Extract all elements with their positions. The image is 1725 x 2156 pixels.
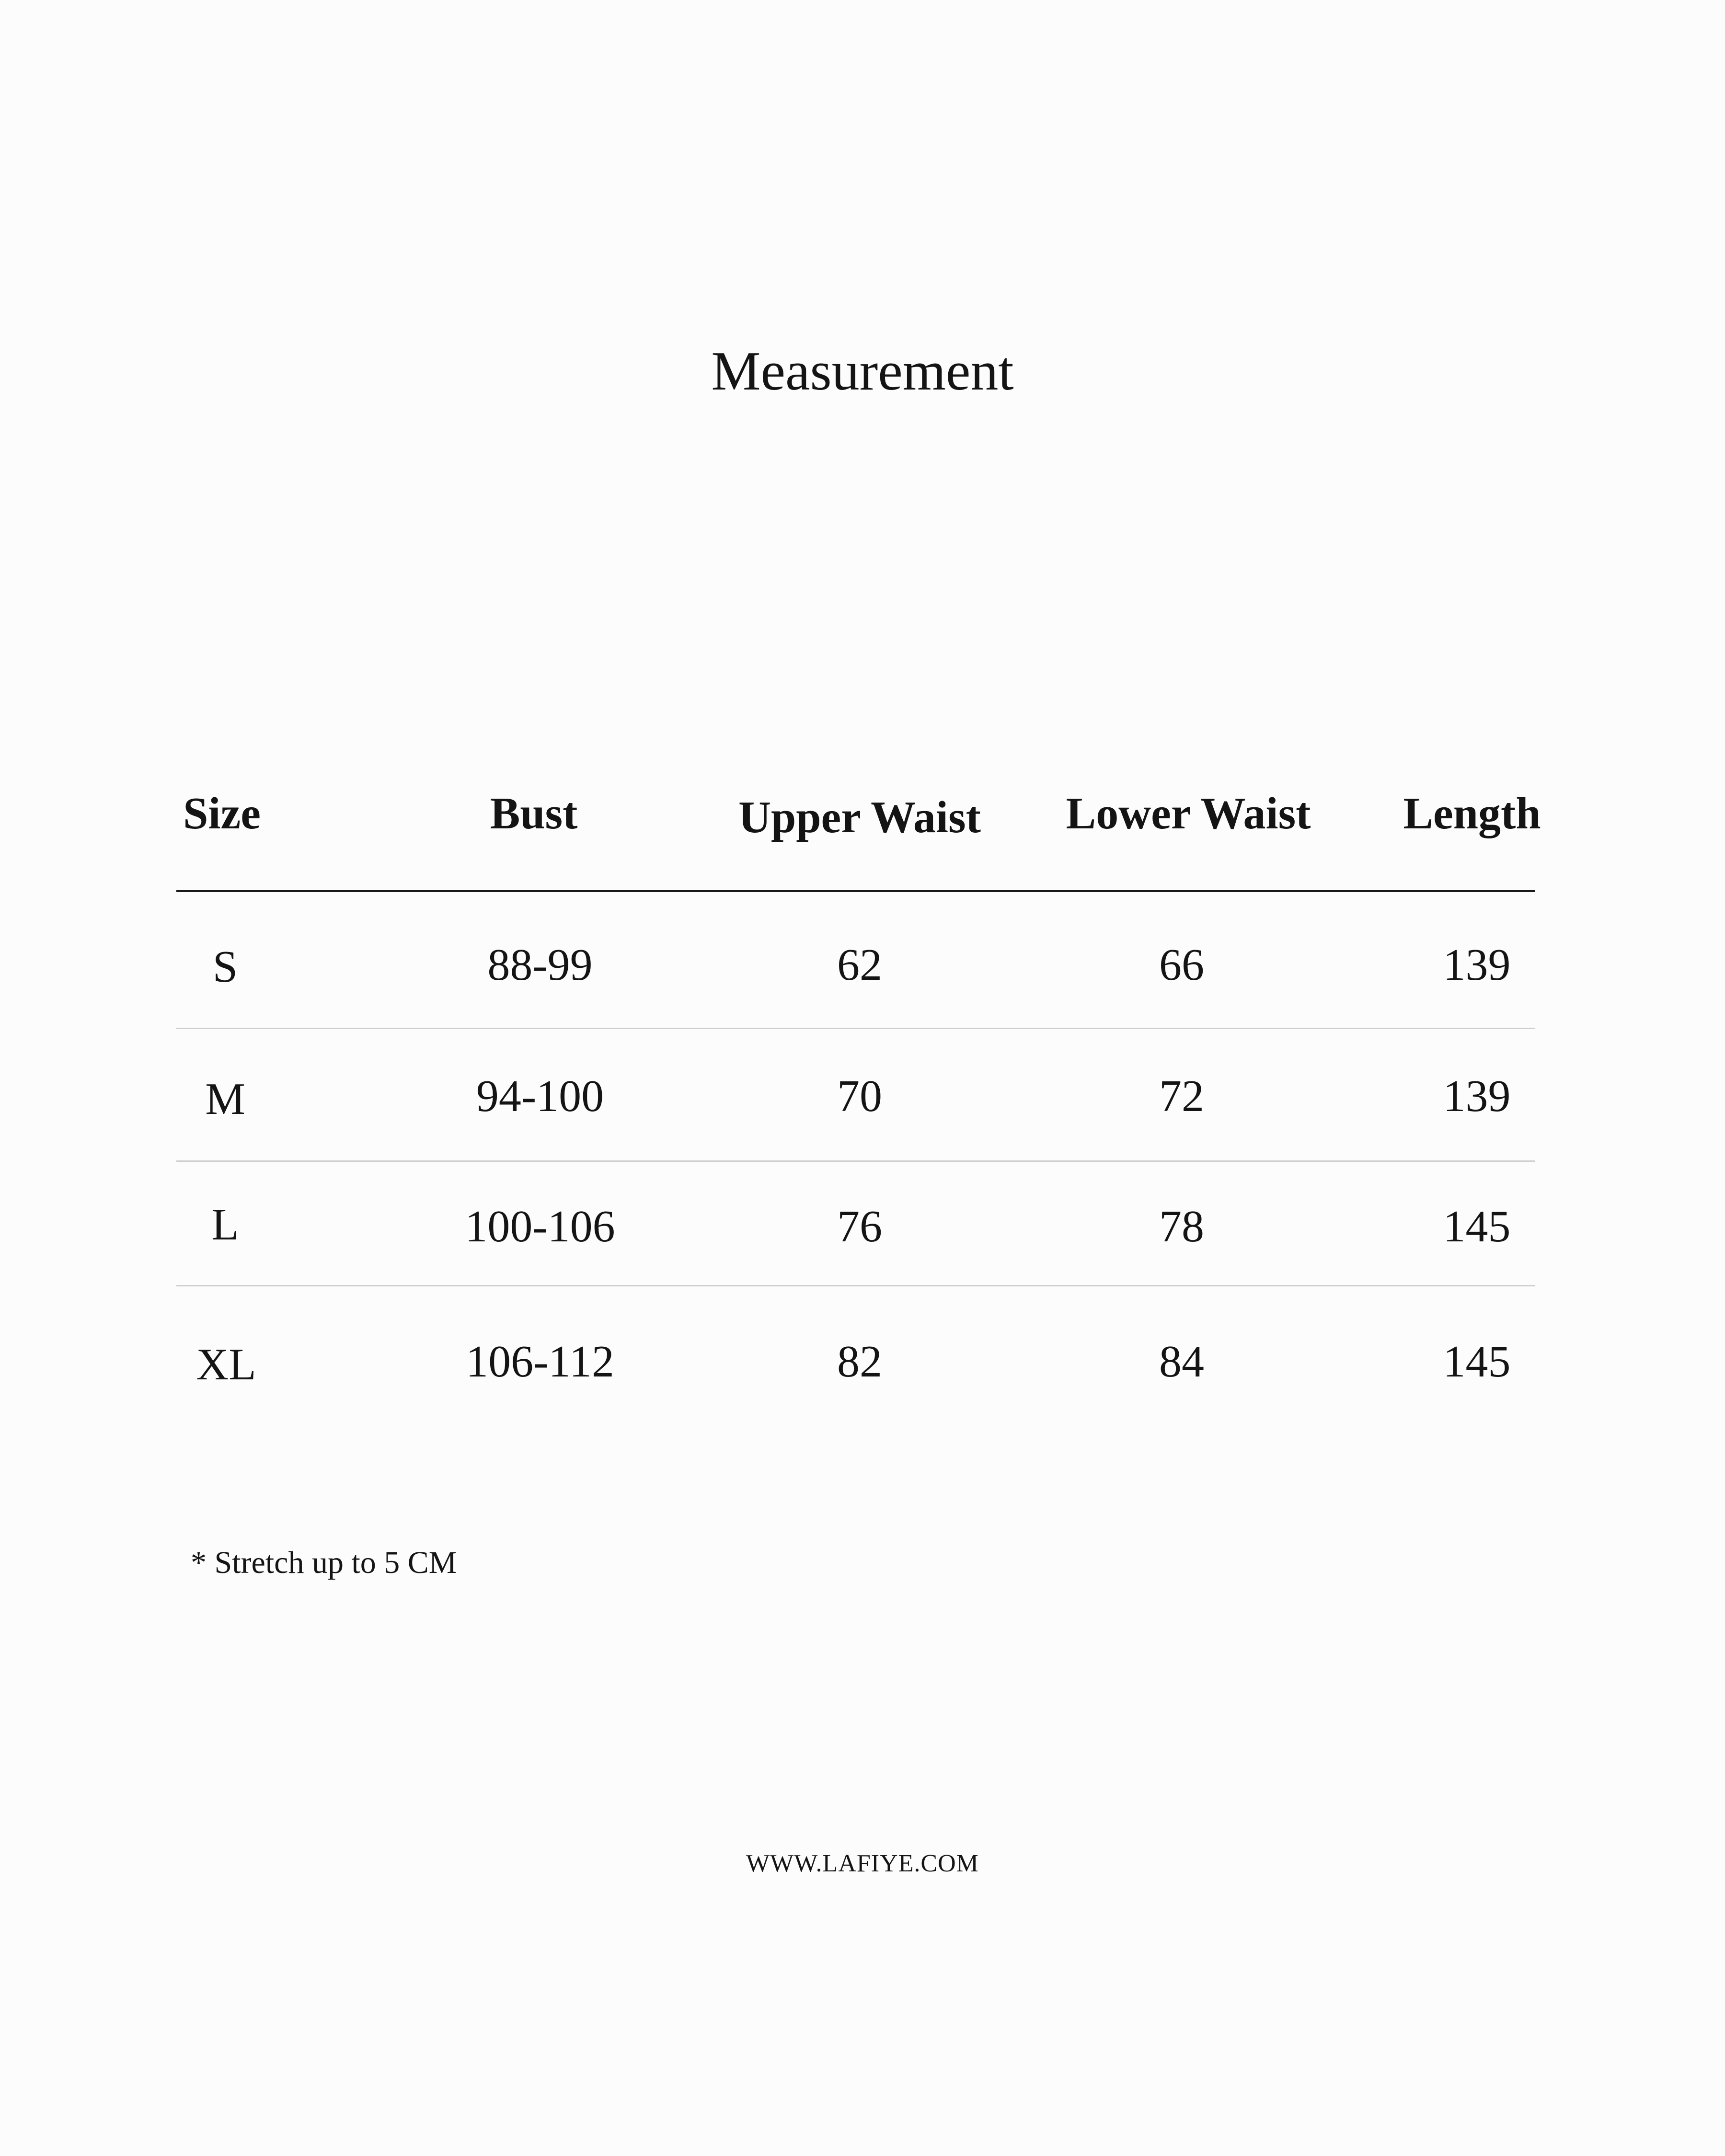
lower-waist-cell: 78 [1159, 1202, 1204, 1251]
upper-waist-cell: 76 [837, 1202, 882, 1251]
size-cell: S [212, 942, 238, 992]
upper-waist-cell: 62 [837, 940, 882, 990]
size-cell: XL [196, 1340, 256, 1389]
bust-cell: 106-112 [466, 1337, 614, 1387]
length-cell: 139 [1443, 940, 1511, 990]
upper-waist-cell: 82 [837, 1337, 882, 1387]
size-table [176, 0, 1541, 1437]
length-cell: 139 [1443, 1071, 1511, 1121]
bust-cell: 94-100 [476, 1071, 604, 1121]
length-cell: 145 [1443, 1202, 1511, 1251]
bust-cell: 88-99 [487, 940, 593, 990]
stretch-footnote: * Stretch up to 5 CM [191, 1545, 457, 1580]
row-divider [176, 1160, 1535, 1162]
lower-waist-cell: 66 [1159, 940, 1204, 990]
upper-waist-cell: 70 [837, 1071, 882, 1121]
header-length: Length [1403, 789, 1541, 838]
header-size: Size [183, 789, 261, 838]
page-title: Measurement [711, 341, 1014, 402]
bust-cell: 100-106 [465, 1202, 615, 1251]
lower-waist-cell: 84 [1159, 1337, 1204, 1387]
header-lower-waist: Lower Waist [1066, 789, 1311, 838]
size-cell: L [211, 1200, 239, 1250]
website-url: WWW.LAFIYE.COM [746, 1850, 979, 1877]
row-divider [176, 1028, 1535, 1029]
header-bust: Bust [490, 789, 578, 838]
length-cell: 145 [1443, 1337, 1511, 1387]
size-cell: M [205, 1074, 245, 1124]
header-divider [176, 890, 1535, 892]
header-upper-waist: Upper Waist [738, 792, 981, 842]
lower-waist-cell: 72 [1159, 1071, 1204, 1121]
row-divider [176, 1285, 1535, 1286]
